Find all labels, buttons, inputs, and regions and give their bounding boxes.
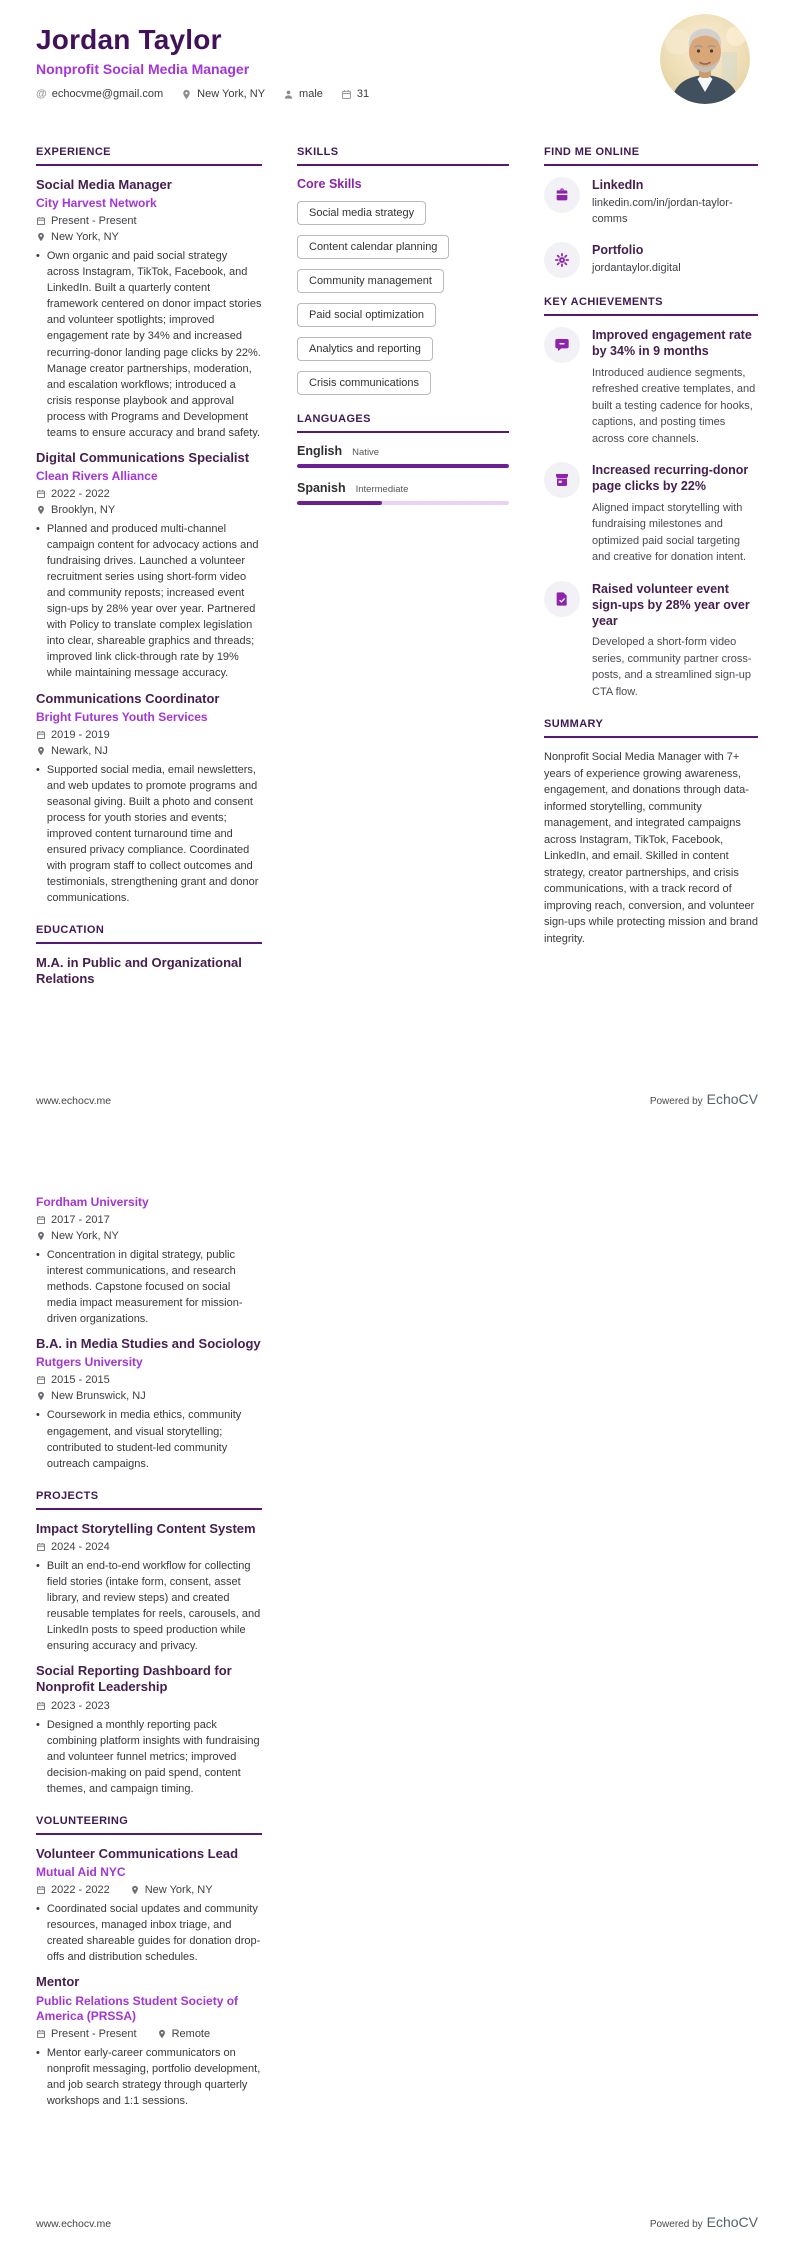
achievement-title: Raised volunteer event sign-ups by 28% year over year [592, 581, 750, 629]
project-bullet: Built an end-to-end workflow for collecting field stories (intake form, consent, asset library, and review steps) and created reusable templates for reels, carousels, and LinkedIn posts to speed production while ensuring accuracy and privacy. [46, 1559, 261, 1653]
job-title: Social Media Manager [36, 177, 172, 192]
experience-item [36, 691, 262, 907]
bullet-dot: • [36, 1903, 40, 1916]
language-level: Intermediate [355, 484, 409, 495]
experience-item [36, 177, 262, 441]
skill-chip: Social media strategy [297, 201, 426, 225]
education-bullet: Concentration in digital strategy, public interest communications, and research methods. Capstone focused on social media impact measurement for mission-driven organizations. [46, 1249, 243, 1326]
experience-item [36, 450, 262, 682]
volunteer-location: New York, NY [144, 1884, 213, 1897]
calendar-icon [36, 1701, 46, 1711]
person-icon [283, 89, 294, 100]
location-icon [181, 89, 192, 100]
volunteer-dates: 2022 - 2022 [51, 1884, 110, 1897]
at-icon: @ [36, 88, 47, 100]
volunteering-item [36, 1846, 262, 1965]
contact-location [181, 88, 265, 100]
school-name: Rutgers University [36, 1355, 143, 1370]
project-bullet: Designed a monthly reporting pack combining platform insights with fundraising and volunteer funnel metrics; improved decision-making on paid spend, content themes, and campaign timing. [46, 1718, 260, 1795]
language-name: Spanish [297, 481, 346, 495]
achievement-title: Increased recurring-donor page clicks by 22% [592, 463, 749, 494]
school-name: Fordham University [36, 1195, 149, 1209]
project-title: Social Reporting Dashboard for Nonprofit Leadership [36, 1663, 232, 1695]
achievement-title: Improved engagement rate by 34% in 9 months [592, 328, 752, 359]
location-icon [130, 1885, 140, 1895]
location-icon [36, 1231, 46, 1241]
job-location: Brooklyn, NY [51, 504, 116, 517]
volunteering-section [36, 1815, 262, 2109]
project-dates: 2024 - 2024 [51, 1540, 110, 1553]
job-bullet: Planned and produced multi-channel campaign content for advocacy actions and fundraising drives. Launched a volunteer recruitment series using short-form video and community reposts; increased event sign-ups by 28% year over year. Partnered with Policy to translate complex legislation into clear, shareable graphics and threads; improved link click-through rate by 19% while maintaining message accuracy. [46, 523, 259, 680]
storefront-icon [544, 462, 580, 498]
volunteering-item [36, 1974, 262, 2108]
person-name: Jordan Taylor [36, 24, 222, 55]
bullet-dot: • [36, 1409, 40, 1422]
online-profile-portfolio [544, 242, 758, 278]
achievement-desc: Aligned impact storytelling with fundraising milestones and optimized paid social targeting and creative for donation intent. [592, 501, 747, 564]
education-dates: 2017 - 2017 [51, 1214, 110, 1226]
language-item [297, 444, 509, 468]
bullet-dot: • [36, 2046, 40, 2059]
projects-heading: PROJECTS [36, 1490, 262, 1510]
contact-gender-text: male [299, 88, 323, 100]
footer-brand: EchoCV [706, 2214, 758, 2230]
location-icon [36, 1391, 46, 1401]
volunteer-bullet: Coordinated social updates and community resources, managed inbox triage, and created shareable guides for donation drop-offs and distribution schedules. [46, 1903, 261, 1964]
page-footer [36, 1091, 758, 1109]
achievement-desc: Introduced audience segments, refreshed creative templates, and built a testing cadence for hooks, captions, and posting times across core channels. [592, 366, 756, 445]
linkedin-icon [544, 177, 580, 213]
contact-age [341, 88, 369, 100]
online-profile-linkedin [544, 177, 758, 227]
key-achievements-heading: KEY ACHIEVEMENTS [544, 296, 758, 316]
job-bullet: Supported social media, email newsletters, and web updates to promote programs and seasonal giving. Built a photo and consent process for youth stories and events; improved content turnaround time and ensured privacy compliance. Coordinated with program staff to collect outcomes and testimonials, strengthening grant and donor communications. [46, 763, 259, 905]
languages-section [297, 413, 509, 505]
job-location: New York, NY [51, 231, 119, 244]
skill-chip: Analytics and reporting [297, 337, 433, 361]
skills-section [297, 146, 509, 395]
cv-page-2 [0, 1123, 794, 2246]
education-dates: 2015 - 2015 [51, 1374, 110, 1387]
skill-chip: Community management [297, 269, 444, 293]
language-item [297, 481, 509, 505]
achievement-item [544, 581, 758, 701]
summary-text: Nonprofit Social Media Manager with 7+ years of experience growing awareness, engagement, and donations through data-informed storytelling, community management, and integrated campaigns across Instagram, TikTok, Facebook, LinkedIn, and email. Skilled in content strategy, creator partnerships, and crisis communications, with a track record of improving reach, conversion, and volunteer sign-ups while protecting mission and brand integrity. [544, 751, 759, 945]
contact-row [36, 88, 758, 100]
header [36, 0, 758, 100]
project-item [36, 1663, 262, 1797]
degree-title: M.A. in Public and Organizational Relations [36, 955, 242, 987]
language-bar-fill [297, 464, 509, 468]
bullet-dot: • [36, 523, 40, 536]
skills-heading: SKILLS [297, 146, 509, 166]
volunteering-heading: VOLUNTEERING [36, 1815, 262, 1835]
skill-chip: Content calendar planning [297, 235, 449, 259]
education-heading: EDUCATION [36, 924, 262, 944]
experience-section [36, 146, 262, 906]
job-dates: 2022 - 2022 [51, 488, 110, 501]
calendar-icon [36, 216, 46, 226]
language-bar-track [297, 464, 509, 468]
volunteer-title: Volunteer Communications Lead [36, 1845, 239, 1861]
calendar-icon [36, 2029, 46, 2039]
online-profile-title: LinkedIn [592, 178, 644, 192]
bullet-dot: • [36, 763, 40, 776]
key-achievements-section [544, 296, 758, 700]
calendar-icon [36, 489, 46, 499]
calendar-icon [36, 730, 46, 740]
footer-powered-by: Powered by [649, 1096, 703, 1107]
volunteer-title: Mentor [36, 1974, 80, 1990]
bullet-dot: • [36, 1718, 40, 1731]
contact-email-text: echocvme@gmail.com [51, 88, 164, 100]
job-title: Digital Communications Specialist [36, 449, 250, 465]
job-bullet: Own organic and paid social strategy across Instagram, TikTok, Facebook, and LinkedIn. Built a quarterly content framework centered on donor impact stories and volunteer spotlights; improved engagement rate by 34% and increased recurring-donor landing page clicks by 22%. Manage creator partnerships, moderation, and escalation workflows; introduced a crisis response playbook and approval process with Programs and Development teams to ensure accuracy and brand safety. [46, 250, 262, 439]
page-footer [36, 2214, 758, 2232]
location-icon [36, 232, 46, 242]
summary-section [544, 718, 758, 947]
company-name: Clean Rivers Alliance [36, 469, 158, 484]
job-title: Communications Coordinator [36, 690, 220, 706]
contact-location-text: New York, NY [197, 88, 266, 100]
education-location: New Brunswick, NJ [51, 1390, 146, 1403]
company-name: City Harvest Network [36, 196, 157, 211]
contact-email[interactable] [36, 88, 163, 100]
footer-powered-by: Powered by [649, 2219, 703, 2230]
volunteer-dates: Present - Present [51, 2027, 137, 2040]
education-item [36, 1195, 262, 1327]
company-name: Bright Futures Youth Services [36, 709, 208, 724]
education-section [36, 924, 262, 988]
bullet-dot: • [36, 1559, 40, 1572]
find-me-online-section [544, 146, 758, 278]
project-dates: 2023 - 2023 [51, 1699, 110, 1712]
projects-section [36, 1490, 262, 1797]
experience-heading: EXPERIENCE [36, 146, 262, 166]
comment-icon [544, 327, 580, 363]
contact-gender [283, 88, 323, 100]
volunteer-location: Remote [171, 2027, 211, 2040]
bullet-dot: • [36, 250, 40, 263]
footer-site-link[interactable]: www.echocv.me [36, 2218, 112, 2230]
calendar-icon [36, 1542, 46, 1552]
job-location: Newark, NJ [51, 744, 108, 757]
project-item [36, 1521, 262, 1655]
avatar [660, 14, 750, 104]
location-icon [157, 2029, 167, 2039]
online-profile-url[interactable]: linkedin.com/in/jordan-taylor-comms [592, 197, 733, 225]
calendar-icon [341, 89, 352, 100]
degree-title: B.A. in Media Studies and Sociology [36, 1336, 261, 1352]
language-bar-fill [297, 501, 382, 505]
bullet-dot: • [36, 1249, 40, 1261]
job-dates: 2019 - 2019 [51, 728, 110, 741]
contact-age-text: 31 [356, 88, 370, 100]
calendar-icon [36, 1885, 46, 1895]
gear-icon [544, 242, 580, 278]
online-profile-url[interactable]: jordantaylor.digital [592, 262, 681, 275]
find-me-online-heading: FIND ME ONLINE [544, 146, 758, 166]
achievement-desc: Developed a short-form video series, community partner cross-posts, and a streamlined sign-up CTA flow. [592, 636, 752, 698]
achievement-item [544, 327, 758, 447]
languages-heading: LANGUAGES [297, 413, 509, 433]
volunteer-org: Mutual Aid NYC [36, 1865, 126, 1880]
skills-group-label: Core Skills [297, 177, 362, 191]
volunteer-org: Public Relations Student Society of America (PRSSA) [36, 1993, 239, 2023]
calendar-icon [36, 1375, 46, 1385]
footer-site-link[interactable]: www.echocv.me [36, 1095, 112, 1107]
volunteer-bullet: Mentor early-career communicators on nonprofit messaging, portfolio development, and job search strategy through quarterly workshops and 1:1 sessions. [46, 2046, 261, 2107]
skill-chip: Crisis communications [297, 371, 431, 395]
calendar-icon [36, 1215, 46, 1225]
location-icon [36, 505, 46, 515]
achievement-item [544, 462, 758, 566]
language-name: English [297, 444, 343, 458]
language-level: Native [352, 447, 380, 458]
footer-brand: EchoCV [706, 1091, 758, 1107]
language-bar-track [297, 501, 509, 505]
skill-chip: Paid social optimization [297, 303, 436, 327]
online-profile-title: Portfolio [592, 243, 644, 258]
education-bullet: Coursework in media ethics, community engagement, and visual storytelling; contributed to student-led community outreach campaigns. [46, 1409, 242, 1470]
education-item [36, 1336, 262, 1471]
education-continued [36, 1195, 262, 1472]
education-location: New York, NY [51, 1230, 119, 1242]
location-icon [36, 746, 46, 756]
file-check-icon [544, 581, 580, 617]
project-title: Impact Storytelling Content System [36, 1520, 256, 1536]
summary-heading: SUMMARY [544, 718, 758, 738]
job-dates: Present - Present [51, 215, 137, 228]
person-title: Nonprofit Social Media Manager [36, 61, 250, 77]
